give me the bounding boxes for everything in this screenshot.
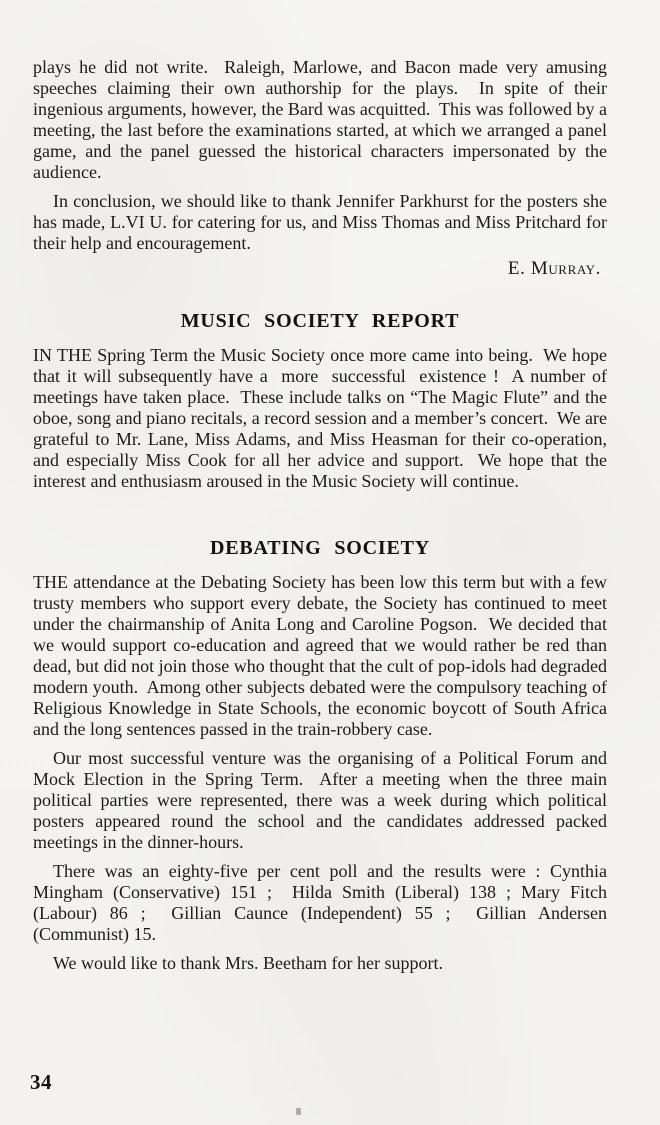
paragraph-debating-overview: THE attendance at the Debating Society has been low this term but with a few trusty members who support every debate, the Society has continued to meet under the chairmanship of Anita Long and Caroline Pogson. We decided that we would support co-education and agreed that we would rather be red than dead, but did not join those who thought that the cult of pop-idols had degraded modern youth. Among other subjects debated were the compulsory teaching of Religious Knowledge in State Schools, the economic boycott of South Africa and the long sentences passed in the train-robbery case. — [33, 572, 612, 739]
paragraph-drama-continuation: plays he did not write. Raleigh, Marlowe, and Bacon made very amusing speeches claiming their own authorship for the plays. In spite of their ingenious arguments, however, the Bard was acquitted. This was followed by a meeting, the last before the examinations started, at which we arranged a panel game, and the panel guessed the historical characters impersonated by the audience. — [33, 57, 612, 182]
paragraph-conclusion-thanks: In conclusion, we should like to thank Jennifer Parkhurst for the posters she has made, L.VI U. for catering for us, and Miss Thomas and Miss Pritchard for their help and encouragement. — [33, 191, 612, 253]
paragraph-beetham-thanks: We would like to thank Mrs. Beetham for her support. — [53, 953, 443, 973]
scan-speck — [296, 1108, 301, 1115]
author-signature: E. Murray. — [507, 258, 601, 279]
page-text-block — [33, 57, 612, 974]
section-heading-music-society-report: MUSIC SOCIETY REPORT — [180, 310, 460, 332]
paragraph-music-society: IN THE Spring Term the Music Society once more came into being. We hope that it will subsequently have a more successful existence ! A number of meetings have taken place. These include talks on “The Magic Flute” and the oboe, song and piano recitals, a record session and a member’s concert. We are grateful to Mr. Lane, Miss Adams, and Miss Heasman for their co-operation, and especially Miss Cook for all her advice and support. We hope that the interest and enthusiasm aroused in the Music Society will continue. — [33, 345, 612, 491]
paragraph-election-results: There was an eighty-five per cent poll and the results were : Cynthia Mingham (Conservative) 151 ; Hilda Smith (Liberal) 138 ; Mary Fitch (Labour) 86 ; Gillian Caunce (Independent) 55 ; Gillian Andersen (Communist) 15. — [33, 861, 612, 944]
page-number: 34 — [30, 1070, 52, 1094]
paragraph-mock-election: Our most successful venture was the organising of a Political Forum and Mock Election in the Spring Term. After a meeting when the three main political parties were represented, there was a week during which political posters appeared round the school and the candidates addressed packed meetings in the dinner-hours. — [33, 748, 612, 852]
section-heading-debating-society: DEBATING SOCIETY — [209, 537, 431, 559]
